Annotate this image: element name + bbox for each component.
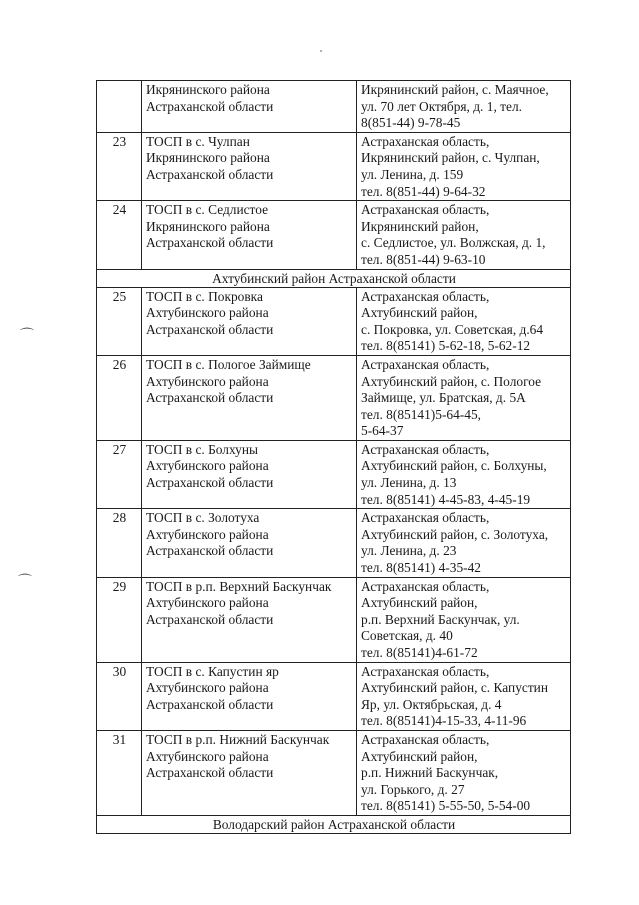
office-name-line: Астраханской области bbox=[146, 765, 274, 781]
office-name-line: Астраханской области bbox=[146, 696, 274, 712]
row-number: 24 bbox=[97, 201, 142, 269]
office-name-cell bbox=[142, 201, 357, 269]
office-address-line: ул. Ленина, д. 23 bbox=[361, 543, 457, 559]
row-number: 23 bbox=[97, 132, 142, 200]
table-row bbox=[97, 509, 571, 577]
office-address-line: Займище, ул. Братская, д. 5А bbox=[361, 390, 526, 406]
office-address-cell bbox=[357, 81, 571, 133]
office-address-line: 8(851-44) 9-78-45 bbox=[361, 115, 461, 131]
office-address-line: тел. 8(851-44) 9-64-32 bbox=[361, 183, 486, 199]
office-name-line: ТОСП в с. Покровка bbox=[146, 288, 263, 304]
office-address-line: тел. 8(85141) 4-35-42 bbox=[361, 560, 482, 576]
office-name-line: Икрянинского района bbox=[146, 82, 270, 97]
office-name-line: Ахтубинского района bbox=[146, 458, 269, 474]
office-address-line: 5-64-37 bbox=[361, 423, 404, 439]
office-name-line: Астраханской области bbox=[146, 543, 274, 559]
row-number: 29 bbox=[97, 577, 142, 662]
office-address-line: тел. 8(85141)4-61-72 bbox=[361, 645, 478, 660]
office-address-line: тел. 8(85141) 4-45-83, 4-45-19 bbox=[361, 491, 531, 507]
office-name-cell bbox=[142, 287, 357, 355]
office-name-cell bbox=[142, 509, 357, 577]
table-row bbox=[97, 355, 571, 440]
district-section-title: Володарский район Астраханской области bbox=[97, 815, 571, 833]
table-row bbox=[97, 577, 571, 662]
office-name-line: ТОСП в с. Чулпан bbox=[146, 133, 250, 149]
district-section-row bbox=[97, 815, 571, 833]
office-address-cell bbox=[357, 201, 571, 269]
office-address-line: ул. 70 лет Октября, д. 1, тел. bbox=[361, 98, 522, 114]
office-name-line: ТОСП в р.п. Нижний Баскунчак bbox=[146, 731, 330, 747]
office-address-line: Икрянинский район, с. Маячное, bbox=[361, 82, 549, 97]
office-address-line: Яр, ул. Октябрьская, д. 4 bbox=[361, 696, 502, 712]
office-address-cell bbox=[357, 355, 571, 440]
office-address-line: тел. 8(85141) 5-55-50, 5-54-00 bbox=[361, 798, 531, 814]
office-address-line: с. Покровка, ул. Советская, д.64 bbox=[361, 321, 544, 337]
table-row bbox=[97, 201, 571, 269]
table-row bbox=[97, 81, 571, 133]
office-name-line: ТОСП в с. Пологое Займище bbox=[146, 356, 311, 372]
office-address-cell bbox=[357, 662, 571, 730]
office-name-cell bbox=[142, 662, 357, 730]
office-name-line: ТОСП в с. Капустин яр bbox=[146, 663, 279, 679]
district-section-row bbox=[97, 269, 571, 287]
office-address-line: тел. 8(85141)4-15-33, 4-11-96 bbox=[361, 713, 527, 729]
office-name-cell bbox=[142, 355, 357, 440]
office-name-line: ТОСП в с. Болхуны bbox=[146, 441, 259, 457]
office-address-line: Астраханская область, bbox=[361, 510, 490, 526]
office-address-line: Ахтубинский район, с. Золотуха, bbox=[361, 526, 549, 542]
row-number: 26 bbox=[97, 355, 142, 440]
row-number bbox=[97, 81, 142, 133]
office-address-line: Икрянинский район, bbox=[361, 218, 479, 234]
office-name-line: Ахтубинского района bbox=[146, 595, 269, 611]
row-number: 27 bbox=[97, 440, 142, 508]
office-address-line: р.п. Верхний Баскунчак, ул. bbox=[361, 611, 520, 627]
office-address-line: Астраханская область, bbox=[361, 441, 490, 457]
office-address-line: тел. 8(85141) 5-62-18, 5-62-12 bbox=[361, 338, 531, 354]
office-address-cell bbox=[357, 577, 571, 662]
offices-table-body bbox=[97, 81, 571, 834]
office-name-line: Астраханской области bbox=[146, 475, 274, 491]
row-number: 30 bbox=[97, 662, 142, 730]
office-name-line: Астраханской области bbox=[146, 235, 274, 251]
office-address-cell bbox=[357, 287, 571, 355]
office-address-line: Астраханская область, bbox=[361, 133, 490, 149]
office-address-line: Астраханская область, bbox=[361, 578, 490, 594]
margin-pen-mark: ⌒ bbox=[20, 329, 34, 344]
office-address-line: Астраханская область, bbox=[361, 356, 490, 372]
table-row bbox=[97, 662, 571, 730]
office-name-line: Астраханской области bbox=[146, 321, 274, 337]
office-name-line: Ахтубинского района bbox=[146, 526, 269, 542]
office-name-line: ТОСП в с. Седлистое bbox=[146, 202, 269, 218]
office-name-cell bbox=[142, 81, 357, 133]
office-address-line: Советская, д. 40 bbox=[361, 628, 453, 644]
office-address-line: Ахтубинский район, с. Капустин bbox=[361, 680, 549, 696]
office-name-line: Ахтубинского района bbox=[146, 748, 269, 764]
office-address-line: Астраханская область, bbox=[361, 731, 490, 747]
office-address-line: р.п. Нижний Баскунчак, bbox=[361, 765, 499, 781]
office-address-cell bbox=[357, 440, 571, 508]
office-address-line: Ахтубинский район, bbox=[361, 748, 478, 764]
office-address-cell bbox=[357, 132, 571, 200]
district-section-title: Ахтубинский район Астраханской области bbox=[97, 269, 571, 287]
office-address-line: Ахтубинский район, с. Пологое bbox=[361, 373, 542, 389]
office-name-line: Астраханской области bbox=[146, 166, 274, 182]
office-address-line: ул. Ленина, д. 13 bbox=[361, 475, 457, 491]
row-number: 25 bbox=[97, 287, 142, 355]
table-row bbox=[97, 730, 571, 815]
office-name-line: Икрянинского района bbox=[146, 150, 270, 166]
office-address-line: ул. Ленина, д. 159 bbox=[361, 166, 464, 182]
office-name-line: Икрянинского района bbox=[146, 218, 270, 234]
office-address-line: Ахтубинский район, bbox=[361, 305, 478, 321]
office-address-cell bbox=[357, 509, 571, 577]
office-name-line: Ахтубинского района bbox=[146, 305, 269, 321]
table-row bbox=[97, 287, 571, 355]
office-name-line: ТОСП в р.п. Верхний Баскунчак bbox=[146, 578, 332, 594]
office-address-line: Астраханская область, bbox=[361, 288, 490, 304]
table-row bbox=[97, 132, 571, 200]
office-name-line: Ахтубинского района bbox=[146, 680, 269, 696]
office-address-line: Ахтубинский район, bbox=[361, 595, 478, 611]
office-address-line: Астраханская область, bbox=[361, 663, 490, 679]
office-name-line: Астраханской области bbox=[146, 390, 274, 406]
office-name-cell bbox=[142, 577, 357, 662]
office-address-line: Астраханская область, bbox=[361, 202, 490, 218]
office-address-line: тел. 8(85141)5-64-45, bbox=[361, 406, 482, 422]
office-address-line: с. Седлистое, ул. Волжская, д. 1, bbox=[361, 235, 546, 251]
office-name-line: Астраханской области bbox=[146, 98, 274, 114]
office-address-line: ул. Горького, д. 27 bbox=[361, 781, 465, 797]
table-row bbox=[97, 440, 571, 508]
office-name-line: ТОСП в с. Золотуха bbox=[146, 510, 260, 526]
office-address-line: Ахтубинский район, с. Болхуны, bbox=[361, 458, 547, 474]
office-name-cell bbox=[142, 132, 357, 200]
office-name-line: Астраханской области bbox=[146, 611, 274, 627]
office-name-cell bbox=[142, 440, 357, 508]
office-address-line: тел. 8(851-44) 9-63-10 bbox=[361, 251, 486, 267]
offices-table bbox=[96, 80, 571, 834]
row-number: 31 bbox=[97, 730, 142, 815]
row-number: 28 bbox=[97, 509, 142, 577]
office-address-line: Икрянинский район, с. Чулпан, bbox=[361, 150, 540, 166]
office-name-line: Ахтубинского района bbox=[146, 373, 269, 389]
scan-speck bbox=[320, 50, 322, 52]
office-address-cell bbox=[357, 730, 571, 815]
margin-pen-mark: ⌒ bbox=[18, 575, 32, 590]
office-name-cell bbox=[142, 730, 357, 815]
